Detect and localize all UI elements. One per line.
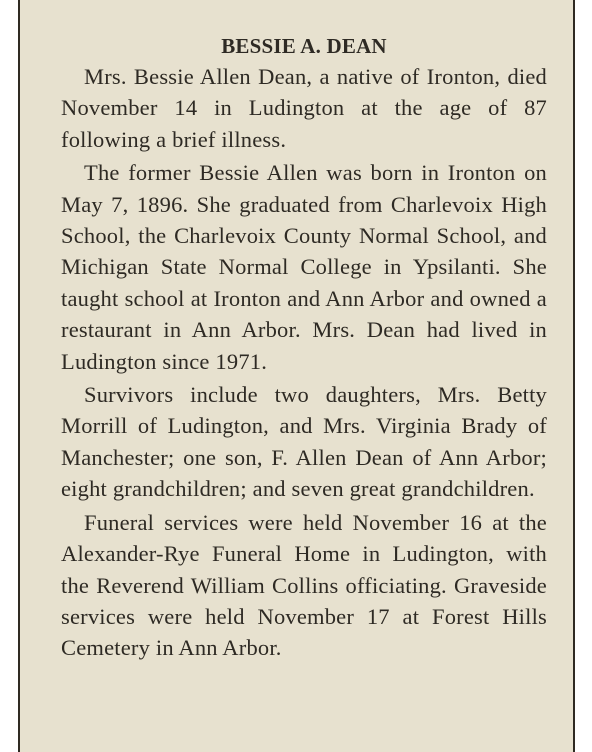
obituary-paragraph-survivors: Survivors include two daughters, Mrs. Betty Morrill of Ludington, and Mrs. Virginia Brady of Manchester; one son, F. Allen Dean of Ann Arbor; eight grandchildren; and seven great grandchildren. (61, 382, 547, 502)
obituary-paragraph-services: Funeral services were held November 16 at the Alexander-Rye Funeral Home in Ludington, with the Reverend William Collins officiating. Graveside services were held November 17 at Forest Hills Cemetery in Ann Arbor. (61, 509, 547, 661)
obituary-headline: BESSIE A. DEAN (221, 34, 387, 58)
obituary-paragraph-biography: The former Bessie Allen was born in Ironton on May 7, 1896. She graduated from Charlevoix High School, the Charlevoix County Normal School, and Michigan State Normal College in Ypsilanti. She taught school at Ironton and Ann Arbor and owned a restaurant in Ann Arbor. Mrs. Dean had lived in Ludington since 1971. (61, 160, 547, 374)
newspaper-clipping (18, 0, 575, 752)
obituary-paragraph-intro: Mrs. Bessie Allen Dean, a native of Ironton, died November 14 in Ludington at the age of 87 following a brief illness. (61, 64, 547, 152)
